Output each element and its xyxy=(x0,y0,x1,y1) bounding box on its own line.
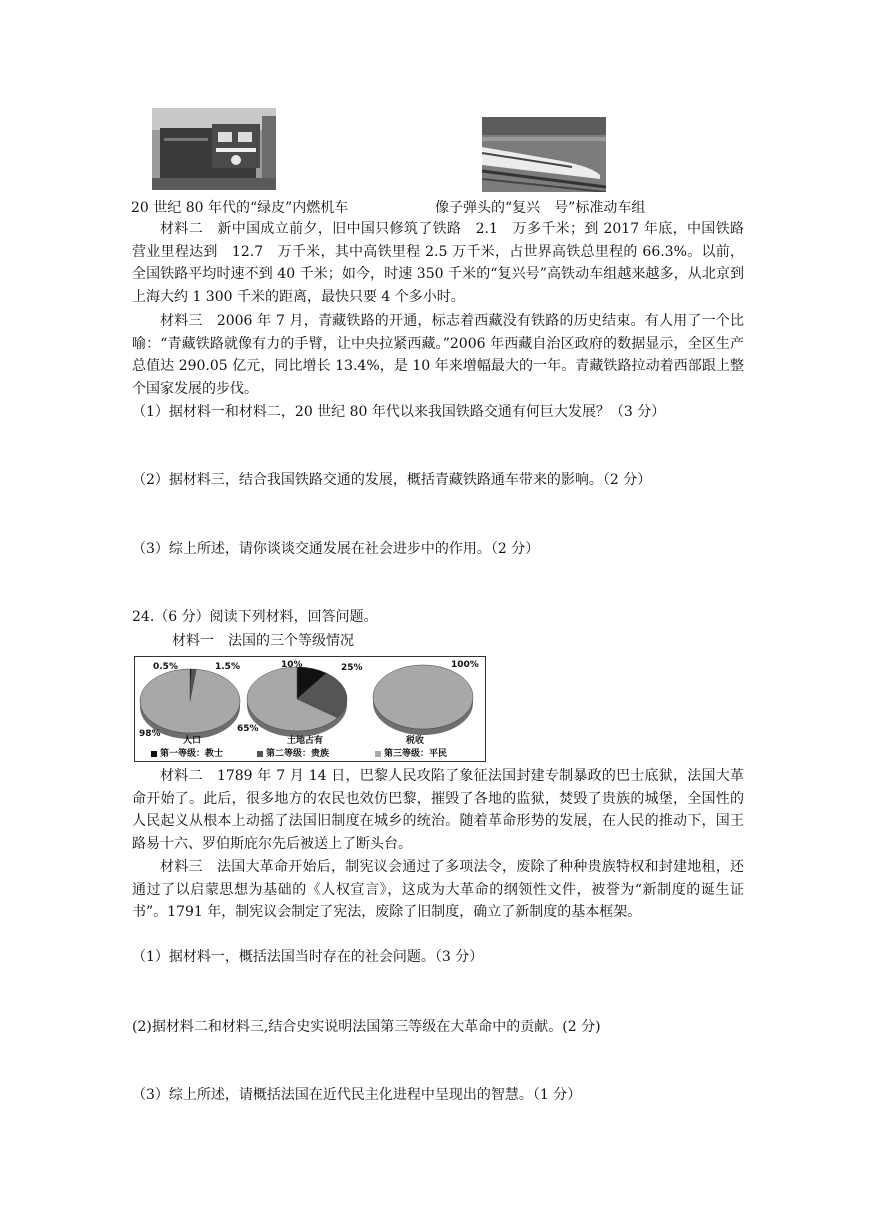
q23-material2: 材料二 新中国成立前夕，旧中国只修筑了铁路 2.1 万多千米；到 2017 年底，中国铁路营业里程达到 12.7 万千米，其中高铁里程 2.5 万千米，占世界高铁总里程的 66.3%。以前，全国铁路平均时速不到 40 千米；如今，时速 350 千米的“复兴号”高铁动车组越来越多，从北京到上海大约 1 300 千米的距离，最快只要 4 个多小时。 xyxy=(132,221,744,305)
bullet-train-icon xyxy=(482,117,606,192)
q24-question1: （1）据材料一，概括法国当时存在的社会问题。（3 分） xyxy=(132,949,484,965)
q23-question1: （1）据材料一和材料二，20 世纪 80 年代以来我国铁路交通有何巨大发展？（3 分） xyxy=(132,404,666,420)
q23-question3: （3）综上所述，请你谈谈交通发展在社会进步中的作用。（2 分） xyxy=(132,541,540,557)
pie2-label-2: 65% xyxy=(237,724,259,734)
legend-first-estate: 第一等级：教士 xyxy=(151,746,223,759)
q23-question2: （2）据材料三，结合我国铁路交通的发展，概括青藏铁路通车带来的影响。（2 分） xyxy=(132,472,652,488)
legend-third-estate: 第三等级：平民 xyxy=(375,746,447,759)
legend-swatch-2 xyxy=(375,751,381,757)
legend-swatch-0 xyxy=(151,751,157,757)
q24-question3: （3）综上所述，请概括法国在近代民主化进程中呈现出的智慧。（1 分） xyxy=(132,1087,582,1103)
q24-material1-title: 材料一 法国的三个等级情况 xyxy=(172,633,354,649)
pie1-label-2: 98% xyxy=(139,729,161,739)
caption-old-train: 20 世纪 80 年代的“绿皮”内燃机车 xyxy=(131,200,349,216)
pie1-label-1: 1.5% xyxy=(215,662,240,672)
caption-new-train: 像子弹头的“复兴 号”标准动车组 xyxy=(435,200,646,216)
pie3-slice-2 xyxy=(373,665,473,729)
q24-material3: 材料三 法国大革命开始后，制宪议会通过了多项法令，废除了种种贵族特权和封建地租，还通过了以启蒙思想为基础的《人权宣言》，这成为大革命的纲领性文件，被誉为“新制度的诞生证书”。1791 年，制宪议会制定了宪法，废除了旧制度，确立了新制度的基本框架。 xyxy=(132,859,744,921)
legend-swatch-1 xyxy=(257,751,263,757)
pie2-category: 土地占有 xyxy=(287,736,324,746)
legend-second-estate: 第二等级：贵族 xyxy=(257,746,329,759)
pie1-category: 人口 xyxy=(183,736,202,746)
pie1-slice-2 xyxy=(140,669,240,733)
q24-question2: (2)据材料二和材料三,结合史实说明法国第三等级在大革命中的贡献。(2 分) xyxy=(132,1019,601,1035)
q24-title: 24.（6 分）阅读下列材料，回答问题。 xyxy=(132,609,378,625)
pie3-category: 税收 xyxy=(406,736,425,746)
diesel-locomotive-icon xyxy=(152,108,276,190)
old-train-photo xyxy=(152,108,276,190)
pie3-label-2: 100% xyxy=(451,660,479,670)
pie2-label-1: 25% xyxy=(341,663,363,673)
pie2-label-0: 10% xyxy=(281,660,303,670)
q23-material3: 材料三 2006 年 7 月，青藏铁路的开通，标志着西藏没有铁路的历史结束。有人用了一个比喻：“青藏铁路就像有力的手臂，让中央拉紧西藏。”2006 年西藏自治区政府的数据显示，全区生产总值达 290.05 亿元，同比增长 13.4%，是 10 年来增幅最大的一年。青藏铁路拉动着西部跟上整个国家发展的步伐。 xyxy=(132,313,744,397)
q24-material2: 材料二 1789 年 7 月 14 日，巴黎人民攻陷了象征法国封建专制暴政的巴士底狱，法国大革命开始了。此后，很多地方的农民也效仿巴黎，摧毁了各地的监狱，焚毁了贵族的城堡，全国性的人民起义从根本上动摇了法国旧制度在城乡的统治。随着革命形势的发展，在人民的推动下，国王路易十六、罗伯斯庇尔先后被送上了断头台。 xyxy=(132,768,744,852)
bullet-train-photo xyxy=(482,117,606,192)
pie1-label-0: 0.5% xyxy=(153,662,178,672)
estates-pie-chart xyxy=(134,656,486,762)
